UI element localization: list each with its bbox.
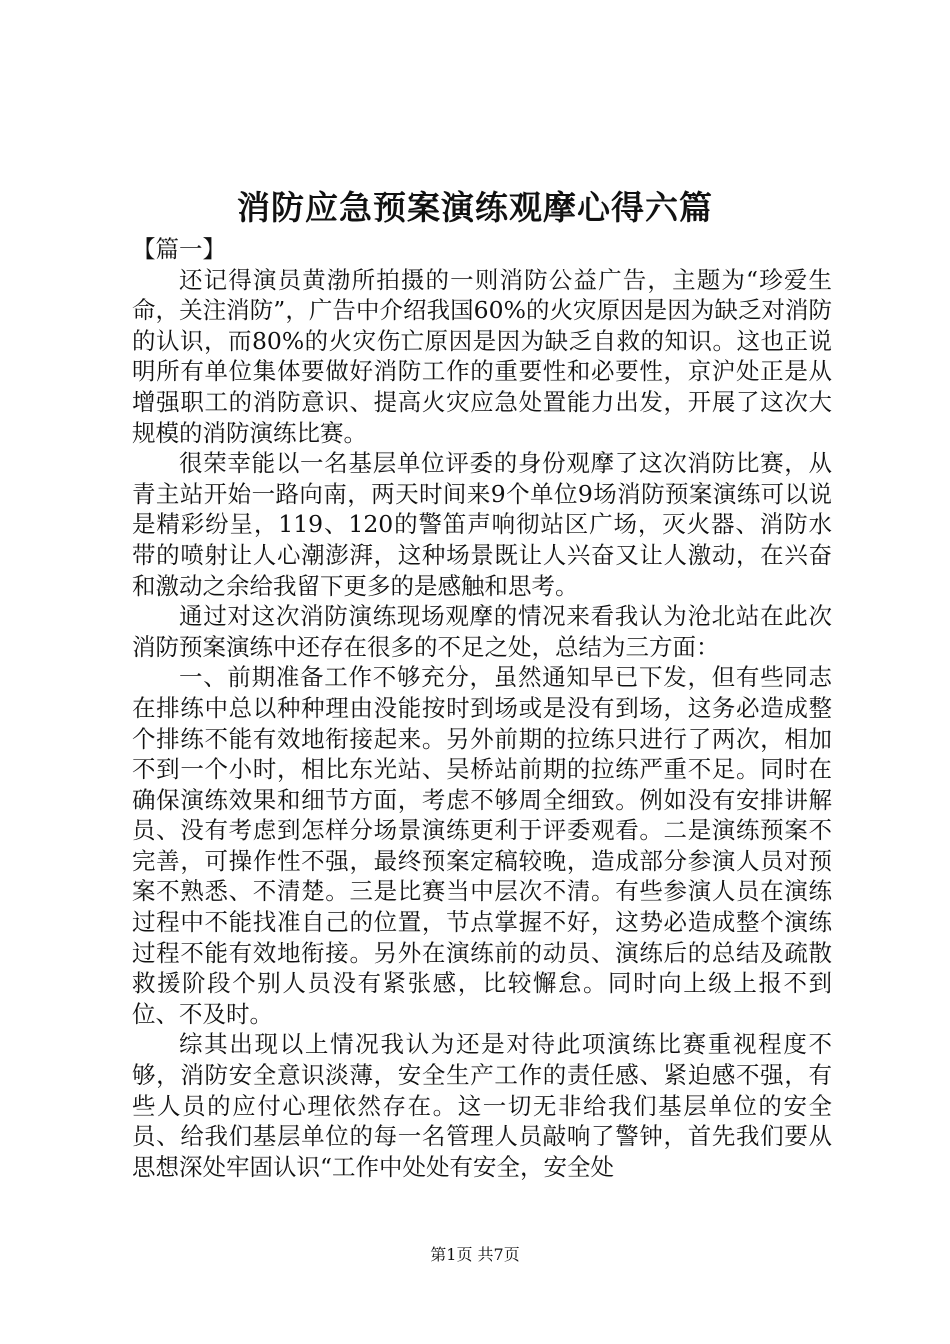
paragraph-3: 通过对这次消防演练现场观摩的情况来看我认为沧北站在此次消防预案演练中还存在很多的不足之处，总结为三方面： <box>132 602 832 661</box>
section-label: 【篇一】 <box>132 235 226 263</box>
paragraph-5: 综其出现以上情况我认为还是对待此项演练比赛重视程度不够，消防安全意识淡薄，安全生产工作的责任感、紧迫感不强，有些人员的应付心理依然存在。这一切无非给我们基层单位的安全员、给我们基层单位的每一名管理人员敲响了警钟，首先我们要从思想深处牢固认识“工作中处处有安全，安全处 <box>132 1030 832 1181</box>
paragraph-1: 还记得演员黄渤所拍摄的一则消防公益广告，主题为“珍爱生命，关注消防”，广告中介绍我国60%的火灾原因是因为缺乏对消防的认识，而80%的火灾伤亡原因是因为缺乏自救的知识。这也正说明所有单位集体要做好消防工作的重要性和必要性，京沪处正是从增强职工的消防意识、提高火灾应急处置能力出发，开展了这次大规模的消防演练比赛。 <box>132 265 832 447</box>
paragraph-2: 很荣幸能以一名基层单位评委的身份观摩了这次消防比赛，从青主站开始一路向南，两天时间来9个单位9场消防预案演练可以说是精彩纷呈，119、120的警笛声响彻站区广场，灭火器、消防水带的喷射让人心潮澎湃，这种场景既让人兴奋又让人激动，在兴奋和激动之余给我留下更多的是感触和思考。 <box>132 449 832 600</box>
document-title: 消防应急预案演练观摩心得六篇 <box>237 188 713 227</box>
document-body <box>132 234 832 1182</box>
paragraph-4: 一、前期准备工作不够充分，虽然通知早已下发，但有些同志在排练中总以种种理由没能按时到场或是没有到场，这务必造成整个排练不能有效地衔接起来。另外前期的拉练只进行了两次，相加不到一个小时，相比东光站、吴桥站前期的拉练严重不足。同时在确保演练效果和细节方面，考虑不够周全细致。例如没有安排讲解员、没有考虑到怎样分场景演练更利于评委观看。二是演练预案不完善，可操作性不强，最终预案定稿较晚，造成部分参演人员对预案不熟悉、不清楚。三是比赛当中层次不清。有些参演人员在演练过程中不能找准自己的位置，节点掌握不好，这势必造成整个演练过程不能有效地衔接。另外在演练前的动员、演练后的总结及疏散救援阶段个别人员没有紧张感，比较懈怠。同时向上级上报不到位、不及时。 <box>132 663 832 1028</box>
page-footer: 第1页 共7页 <box>430 1245 520 1264</box>
